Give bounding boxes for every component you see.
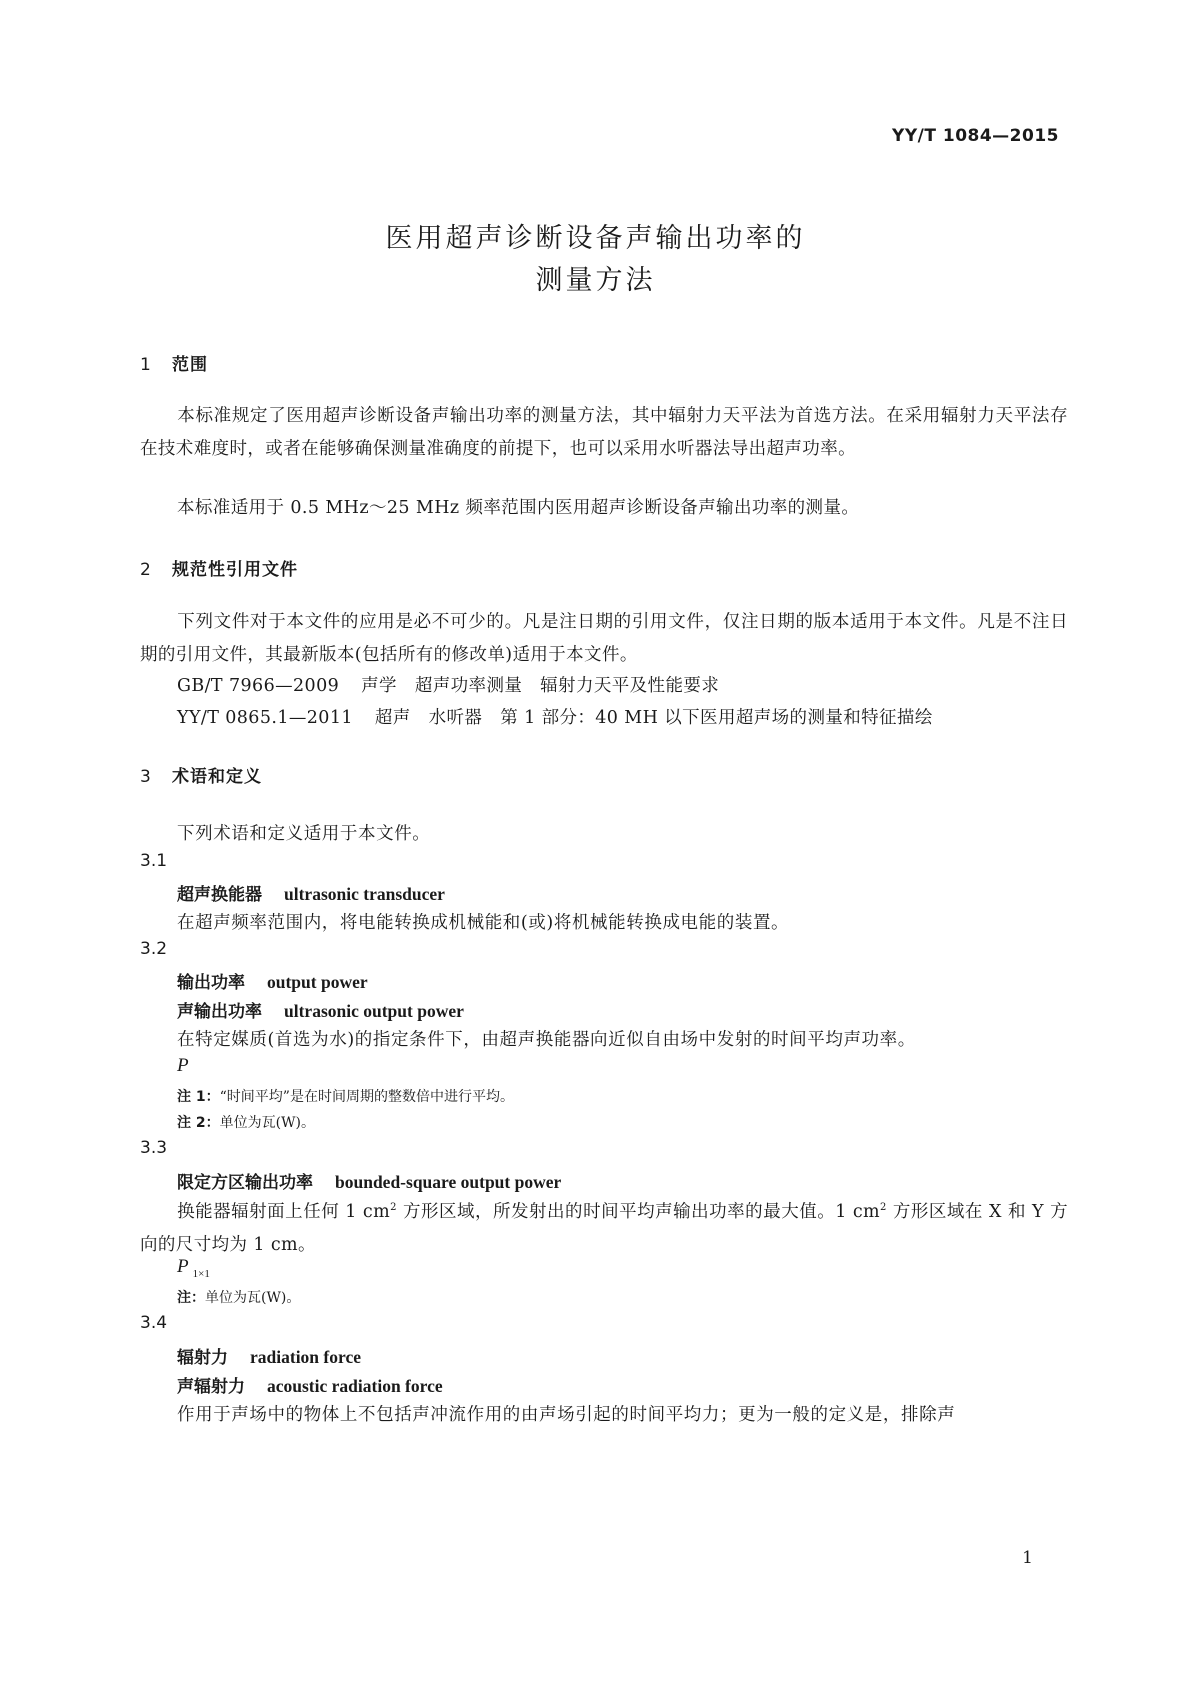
document-title-line2: 测量方法 — [535, 265, 656, 296]
term-number: 3.1 — [140, 851, 168, 871]
term-english: ultrasonic output power — [284, 1001, 464, 1021]
term-ultrasonic-output-power — [177, 997, 464, 1022]
term-definition: 换能器辐射面上任何 1 $cm^2$ 方形区域，所发射出的时间平均声输出功率的最大值。1 $cm^2$ 方形区域在 X 和 Y 方向的尺寸均为 1 cm。 — [140, 1201, 1068, 1255]
term-chinese: 超声换能器 — [177, 885, 262, 905]
scope-paragraph-2: 本标准适用于 0.5 MHz～25 MHz 频率范围内医用超声诊断设备声输出功率的测量。 — [177, 498, 860, 518]
section-number: 2 — [140, 560, 152, 580]
scope-paragraph-1: 本标准规定了医用超声诊断设备声输出功率的测量方法，其中辐射力天平法为首选方法。在采用辐射力天平法存在技术难度时，或者在能够确保测量准确度的前提下，也可以采用水听器法导出超声功率。 — [140, 406, 1068, 459]
note-text: 单位为瓦(W)。 — [219, 1115, 315, 1131]
section-title: 术语和定义 — [172, 767, 262, 787]
section-3-heading — [140, 762, 262, 787]
reference-item — [177, 672, 719, 697]
section-number: 3 — [140, 767, 152, 787]
term-number: 3.3 — [140, 1138, 168, 1158]
section-title: 范围 — [172, 355, 208, 375]
section-1-heading — [140, 350, 208, 375]
normative-references-paragraph: 下列文件对于本文件的应用是必不可少的。凡是注日期的引用文件，仅注日期的版本适用于本文件。凡是不注日期的引用文件，其最新版本(包括所有的修改单)适用于本文件。 — [140, 612, 1068, 665]
page-number: 1 — [1022, 1548, 1033, 1568]
term-english: output power — [267, 972, 368, 992]
section-number: 1 — [140, 355, 152, 375]
reference-code: GB/T 7966—2009 — [177, 676, 340, 696]
reference-title: 声学 超声功率测量 辐射力天平及性能要求 — [361, 676, 720, 696]
standard-code: YY/T 1084—2015 — [892, 126, 1059, 146]
term-number: 3.4 — [140, 1313, 168, 1333]
terms-intro: 下列术语和定义适用于本文件。 — [177, 824, 431, 844]
note-label: 注 2： — [177, 1115, 220, 1131]
term-symbol: P $_{1\times 1}$ — [177, 1256, 210, 1280]
term-acoustic-radiation-force — [177, 1372, 443, 1397]
term-chinese: 声辐射力 — [177, 1377, 245, 1397]
term-symbol: P — [177, 1055, 189, 1076]
term-bounded-square-output-power — [177, 1168, 561, 1193]
section-title: 规范性引用文件 — [172, 560, 298, 580]
term-english: bounded-square output power — [335, 1172, 562, 1192]
term-english: ultrasonic transducer — [284, 884, 445, 904]
section-2-heading — [140, 555, 298, 580]
document-title-line1: 医用超声诊断设备声输出功率的 — [385, 223, 806, 254]
note-text: “时间平均”是在时间周期的整数倍中进行平均。 — [219, 1089, 514, 1105]
term-output-power — [177, 968, 368, 993]
reference-title: 超声 水听器 第 1 部分：40 MH 以下医用超声场的测量和特征描绘 — [374, 708, 933, 728]
term-note — [177, 1086, 514, 1106]
term-number: 3.2 — [140, 939, 168, 959]
term-chinese: 限定方区输出功率 — [177, 1173, 313, 1193]
term-ultrasonic-transducer — [177, 880, 445, 905]
term-radiation-force — [177, 1343, 361, 1368]
term-english: radiation force — [250, 1347, 361, 1367]
term-note — [177, 1112, 315, 1132]
term-chinese: 声输出功率 — [177, 1002, 262, 1022]
term-english: acoustic radiation force — [267, 1376, 443, 1396]
term-definition: 在超声频率范围内，将电能转换成机械能和(或)将机械能转换成电能的装置。 — [177, 913, 790, 933]
note-text: 单位为瓦(W)。 — [205, 1290, 301, 1306]
symbol-subscript: 1×1 — [192, 1267, 210, 1280]
term-definition: 作用于声场中的物体上不包括声冲流作用的由声场引起的时间平均力；更为一般的定义是，排除声 — [177, 1405, 956, 1425]
note-label: 注： — [177, 1290, 205, 1306]
note-label: 注 1： — [177, 1089, 220, 1105]
term-chinese: 辐射力 — [177, 1348, 228, 1368]
term-definition: 在特定媒质(首选为水)的指定条件下，由超声换能器向近似自由场中发射的时间平均声功率。 — [177, 1030, 916, 1050]
term-note — [177, 1287, 300, 1307]
reference-code: YY/T 0865.1—2011 — [177, 708, 353, 728]
term-chinese: 输出功率 — [177, 973, 245, 993]
reference-item — [177, 704, 933, 729]
